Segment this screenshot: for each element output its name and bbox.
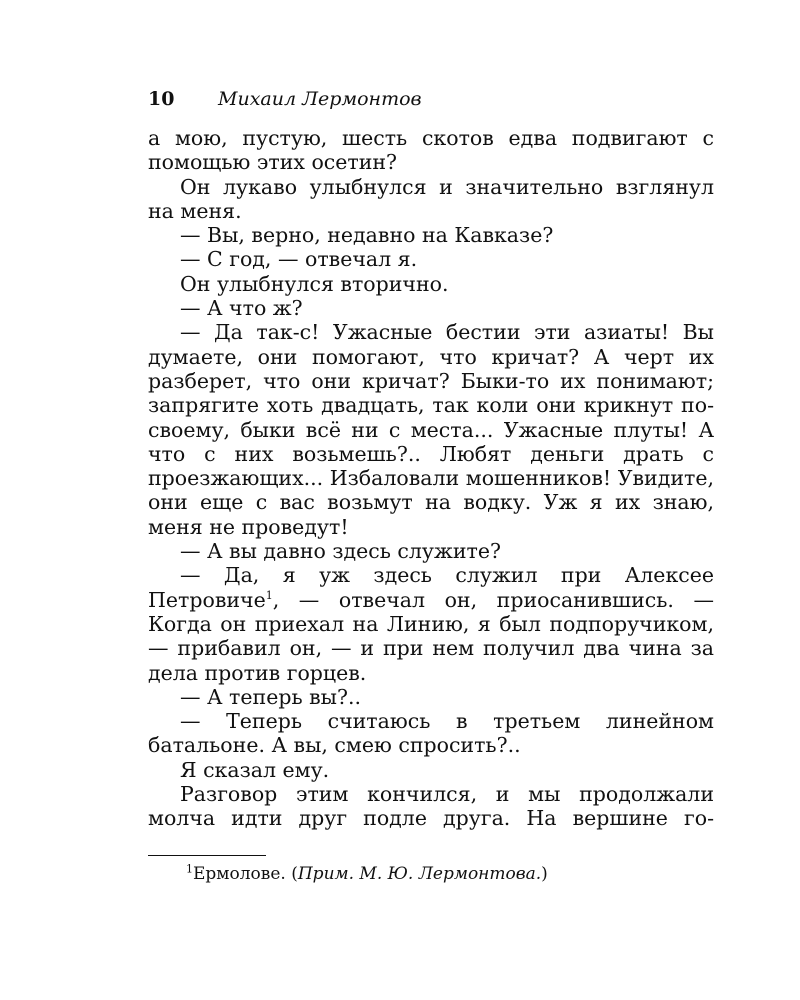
footnote-text: Ермолове. ( bbox=[193, 864, 298, 884]
footnote-divider bbox=[148, 855, 266, 856]
paragraph-8: — А вы давно здесь служите? bbox=[180, 539, 501, 564]
footnote-mark: 1 bbox=[186, 862, 193, 876]
running-head bbox=[148, 84, 718, 114]
paragraph-2: Он лукаво улыбнулся и значительно взглянул на меня. bbox=[148, 174, 714, 223]
footnote-close: ) bbox=[541, 864, 548, 884]
paragraph-4: — С год, — отвечал я. bbox=[180, 247, 418, 272]
paragraph-10: — А теперь вы?.. bbox=[180, 684, 362, 709]
page-number: 10 bbox=[148, 88, 175, 110]
paragraph-13: Разговор этим кончился, и мы продолжали молча идти друг подле друга. На вершине го- bbox=[148, 782, 714, 831]
paragraph-5: Он улыбнулся вторично. bbox=[180, 271, 449, 296]
paragraph-12: Я сказал ему. bbox=[180, 757, 330, 782]
paragraph-7: — Да так-с! Ужасные бестии эти азиаты! Вы думаете, они помогают, что кричат? А черт их разберет, что они кричат? Быки-то их понимают; запрягите хоть двадцать, так коли они крикнут по-своему, быки всё ни с места... Ужасные плуты! А что с них возьмешь?.. Любят деньги драть с проезжающих... Избаловали мошенников! Увидите, они еще с вас возьмут на водку. Уж я их знаю, меня не проведут! bbox=[148, 320, 714, 539]
paragraph-11: — Теперь считаюсь в третьем линейном батальоне. А вы, смею спросить?.. bbox=[148, 709, 714, 758]
footnote-attribution: Прим. М. Ю. Лермонтова. bbox=[297, 864, 542, 884]
paragraph-1: а мою, пустую, шесть скотов едва подвигают с помощью этих осетин? bbox=[148, 126, 714, 175]
paragraph-3: — Вы, верно, недавно на Кавказе? bbox=[180, 223, 554, 248]
main-text bbox=[148, 126, 714, 831]
paragraph-9-start: — Да, я уж здесь служил при Алексее Петровиче bbox=[148, 563, 714, 612]
footnote-reference[interactable]: 1 bbox=[265, 588, 273, 602]
paragraph-9 bbox=[148, 563, 714, 684]
footnote bbox=[186, 862, 706, 886]
paragraph-6: — А что ж? bbox=[180, 296, 303, 321]
paragraph-9-end: , — отвечал он, приосанившись. — Когда он приехал на Линию, я был подпоручиком, — прибавил он, — и при нем получил два чина за дела против горцев. bbox=[148, 587, 714, 685]
running-head-author: Михаил Лермонтов bbox=[218, 88, 422, 110]
